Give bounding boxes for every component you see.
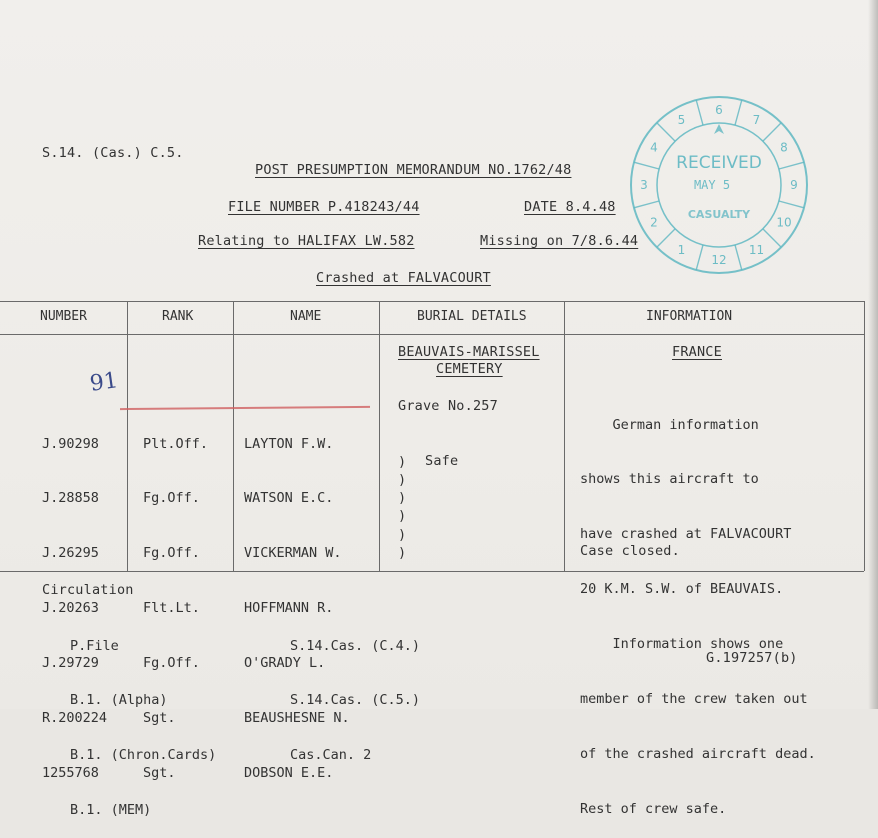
aircraft-reference: Relating to HALIFAX LW.582: [198, 233, 415, 249]
stamp-dial-number: 10: [776, 215, 792, 230]
cemetery-label: CEMETERY: [436, 361, 503, 377]
list-item: R.200224: [42, 710, 108, 727]
list-item: Flt.Lt.: [143, 600, 200, 617]
column-divider-2: [233, 301, 234, 571]
stamp-dial-tick: [696, 245, 703, 270]
stamp-dial-tick: [657, 123, 675, 141]
memo-date: DATE 8.4.48: [524, 199, 616, 215]
stamp-dial-number: 12: [711, 253, 727, 267]
list-item: B.1. (Chron.Cards): [70, 747, 217, 764]
stamp-dial-tick: [634, 201, 659, 208]
stamp-dial-number: 11: [748, 243, 765, 257]
reference-code: S.14. (Cas.) C.5.: [42, 145, 184, 161]
list-item: J.20263: [42, 600, 99, 617]
list-item: J.28858: [42, 490, 99, 507]
column-divider-4: [564, 301, 565, 571]
stamp-crown-icon: [714, 124, 724, 134]
handwritten-note: 91: [88, 368, 120, 397]
header-burial-details: BURIAL DETAILS: [417, 309, 527, 324]
list-item: Fg.Off.: [143, 490, 200, 507]
stamp-dial-number: 7: [752, 113, 761, 127]
list-item: BEAUSHESNE N.: [244, 710, 350, 727]
header-number: NUMBER: [40, 309, 87, 324]
list-item: J.29729: [42, 655, 99, 672]
list-item: DOBSON E.E.: [244, 764, 334, 781]
stamp-dial-tick: [763, 123, 781, 141]
stamp-dial-tick: [763, 229, 781, 247]
information-text: German information shows this aircraft to have crashed at FALVACOURT 20 K.M. S.W. of BEAUVAIS. Information shows one member of the crew taken out of the crashed aircraft dead. Rest of crew safe.: [580, 416, 816, 817]
circulation-title: Circulation: [42, 582, 134, 598]
list-item: Cas.Can. 2: [290, 747, 372, 764]
stamp-dial-tick: [735, 100, 742, 125]
header-rank: RANK: [162, 309, 194, 324]
form-number: G.197257(b): [706, 650, 798, 666]
country-heading: FRANCE: [672, 344, 722, 360]
list-item: J.90298: [42, 435, 99, 452]
table-header-rule: [0, 334, 864, 335]
stamp-dial-tick: [696, 100, 703, 125]
received-stamp: [624, 90, 814, 280]
stamp-date-text: MAY 5: [693, 178, 731, 192]
column-divider-5: [864, 301, 865, 571]
list-item: HOFFMANN R.: [244, 600, 334, 617]
stamp-dial-number: 8: [780, 140, 788, 155]
list-item: Fg.Off.: [143, 655, 200, 672]
list-item: Plt.Off.: [143, 435, 209, 452]
cemetery-name: BEAUVAIS-MARISSEL: [398, 344, 540, 360]
crash-location: Crashed at FALVACOURT: [316, 270, 491, 286]
stamp-department-text: CASUALTY: [687, 208, 751, 221]
column-divider-3: [379, 301, 380, 571]
column-divider-1: [127, 301, 128, 571]
case-closed: Case closed.: [580, 543, 680, 559]
list-item: 1255768: [42, 764, 99, 781]
header-name: NAME: [290, 309, 322, 324]
header-information: INFORMATION: [646, 309, 733, 324]
stamp-dial-number: 4: [650, 140, 658, 155]
missing-date: Missing on 7/8.6.44: [480, 233, 639, 249]
memo-title: POST PRESUMPTION MEMORANDUM NO.1762/48: [255, 162, 572, 178]
stamp-dial-number: 9: [790, 178, 798, 192]
list-item: J.26295: [42, 545, 99, 562]
stamp-dial-tick: [735, 245, 742, 270]
list-item: LAYTON F.W.: [244, 435, 334, 452]
grave-number: Grave No.257: [398, 398, 498, 414]
list-item: WATSON E.C.: [244, 490, 334, 507]
list-item: S.14.Cas. (C.5.): [290, 692, 421, 709]
table-top-rule: [0, 301, 864, 302]
list-item: B.1. (Alpha): [70, 692, 168, 709]
stamp-dial-tick: [779, 162, 804, 169]
stamp-dial-number: 3: [640, 178, 648, 192]
file-number: FILE NUMBER P.418243/44: [228, 199, 420, 215]
stamp-dial-number: 1: [677, 243, 686, 257]
stamp-graphic: [624, 90, 814, 280]
safe-bracket: ) ) ) ) ) ): [398, 453, 407, 562]
circulation-left-list: [70, 600, 216, 838]
stamp-dial-number: 6: [715, 103, 723, 117]
list-item: Sgt.: [143, 710, 176, 727]
list-item: P.File: [70, 637, 119, 654]
circulation-right-list: [290, 600, 420, 783]
list-item: O'GRADY L.: [244, 655, 326, 672]
stamp-dial-tick: [634, 162, 659, 169]
list-item: VICKERMAN W.: [244, 545, 342, 562]
paper-edge-shadow: [868, 0, 878, 709]
stamp-dial-number: 2: [650, 215, 658, 230]
stamp-received-text: RECEIVED: [676, 153, 762, 173]
stamp-dial-number: 5: [677, 113, 686, 127]
stamp-dial-tick: [657, 229, 675, 247]
list-item: S.14.Cas. (C.4.): [290, 637, 421, 654]
list-item: Sgt.: [143, 764, 176, 781]
stamp-dial-tick: [779, 201, 804, 208]
safe-status: Safe: [425, 453, 459, 469]
list-item: B.1. (MEM): [70, 802, 152, 819]
list-item: Fg.Off.: [143, 545, 200, 562]
